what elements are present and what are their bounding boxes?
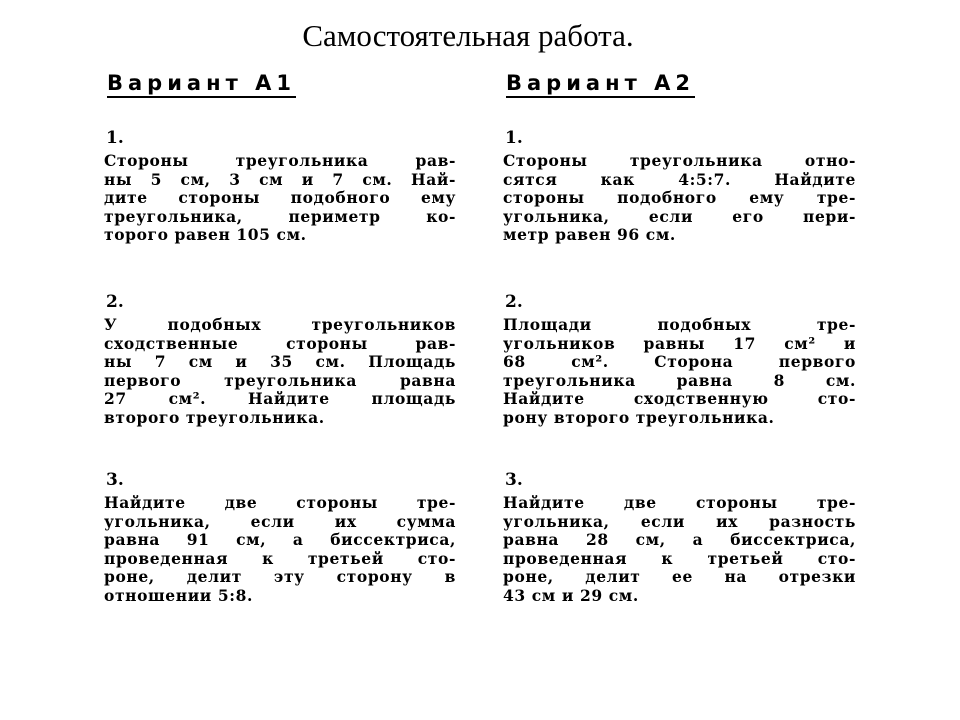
task-line: равна 91 см, а биссектриса,	[104, 530, 456, 550]
task-text	[104, 152, 456, 245]
task-line: роне, делит эту сторону в	[104, 567, 456, 587]
task-line: метр равен 96 см.	[503, 225, 676, 245]
task-line: угольников равны 17 см² и	[503, 333, 856, 353]
variant-a2-heading: Вариант А2	[506, 70, 695, 98]
task-line: ны 7 см и 35 см. Площадь	[104, 352, 456, 372]
task-line: сходственные стороны рав-	[104, 333, 456, 353]
task-line: проведенная к третьей сто-	[503, 548, 856, 568]
task-text	[104, 316, 456, 428]
task-text	[104, 494, 456, 606]
task-line: Найдите две стороны тре-	[503, 493, 856, 512]
task-line: Стороны треугольника рав-	[104, 151, 456, 170]
task-line: ны 5 см, 3 см и 7 см. Най-	[104, 169, 456, 189]
task-line: дите стороны подобного ему	[104, 188, 456, 208]
variant-a2-task-2	[503, 292, 856, 428]
task-line: рону второго треугольника.	[503, 407, 775, 427]
task-line: Найдите две стороны тре-	[104, 493, 456, 512]
task-line: Найдите сходственную сто-	[503, 389, 856, 409]
task-line: угольника, если их сумма	[104, 511, 456, 531]
task-line: Стороны треугольника отно-	[503, 151, 856, 170]
task-line: угольника, если его пери-	[503, 206, 856, 226]
task-text	[503, 152, 856, 245]
task-line: стороны подобного ему тре-	[503, 188, 856, 208]
task-number: 1.	[505, 128, 523, 148]
task-line: роне, делит ее на отрезки	[503, 567, 856, 587]
task-line: угольника, если их разность	[503, 511, 856, 531]
task-number: 2.	[505, 292, 523, 312]
variant-a1-task-3	[104, 470, 456, 606]
task-text	[503, 494, 856, 606]
task-line: торого равен 105 см.	[104, 225, 307, 245]
variant-a2-task-1	[503, 128, 856, 245]
task-number: 1.	[106, 128, 124, 148]
task-line: сятся как 4:5:7. Найдите	[503, 169, 856, 189]
task-line: треугольника, периметр ко-	[104, 206, 456, 226]
task-line: треугольника равна 8 см.	[503, 370, 856, 390]
variant-a1-column	[104, 70, 456, 605]
task-number: 3.	[106, 470, 124, 490]
variant-a1-task-1	[104, 128, 456, 245]
task-number: 2.	[106, 292, 124, 312]
task-line: Площади подобных тре-	[503, 315, 856, 334]
variant-a1-heading: Вариант А1	[107, 70, 296, 98]
task-line: первого треугольника равна	[104, 370, 456, 390]
slide-title: Самостоятельная работа.	[302, 18, 634, 53]
task-line: равна 28 см, а биссектриса,	[503, 530, 856, 550]
task-line: проведенная к третьей сто-	[104, 548, 456, 568]
task-line: второго треугольника.	[104, 407, 325, 427]
task-line: 68 см². Сторона первого	[503, 352, 856, 372]
task-line: 27 см². Найдите площадь	[104, 389, 456, 409]
task-line: отношении 5:8.	[104, 585, 253, 605]
task-line: 43 см и 29 см.	[503, 585, 639, 605]
variant-a2-column	[503, 70, 856, 605]
task-number: 3.	[505, 470, 523, 490]
variant-a2-task-3	[503, 470, 856, 606]
variant-a1-task-2	[104, 292, 456, 428]
task-text	[503, 316, 856, 428]
task-line: У подобных треугольников	[104, 315, 456, 334]
